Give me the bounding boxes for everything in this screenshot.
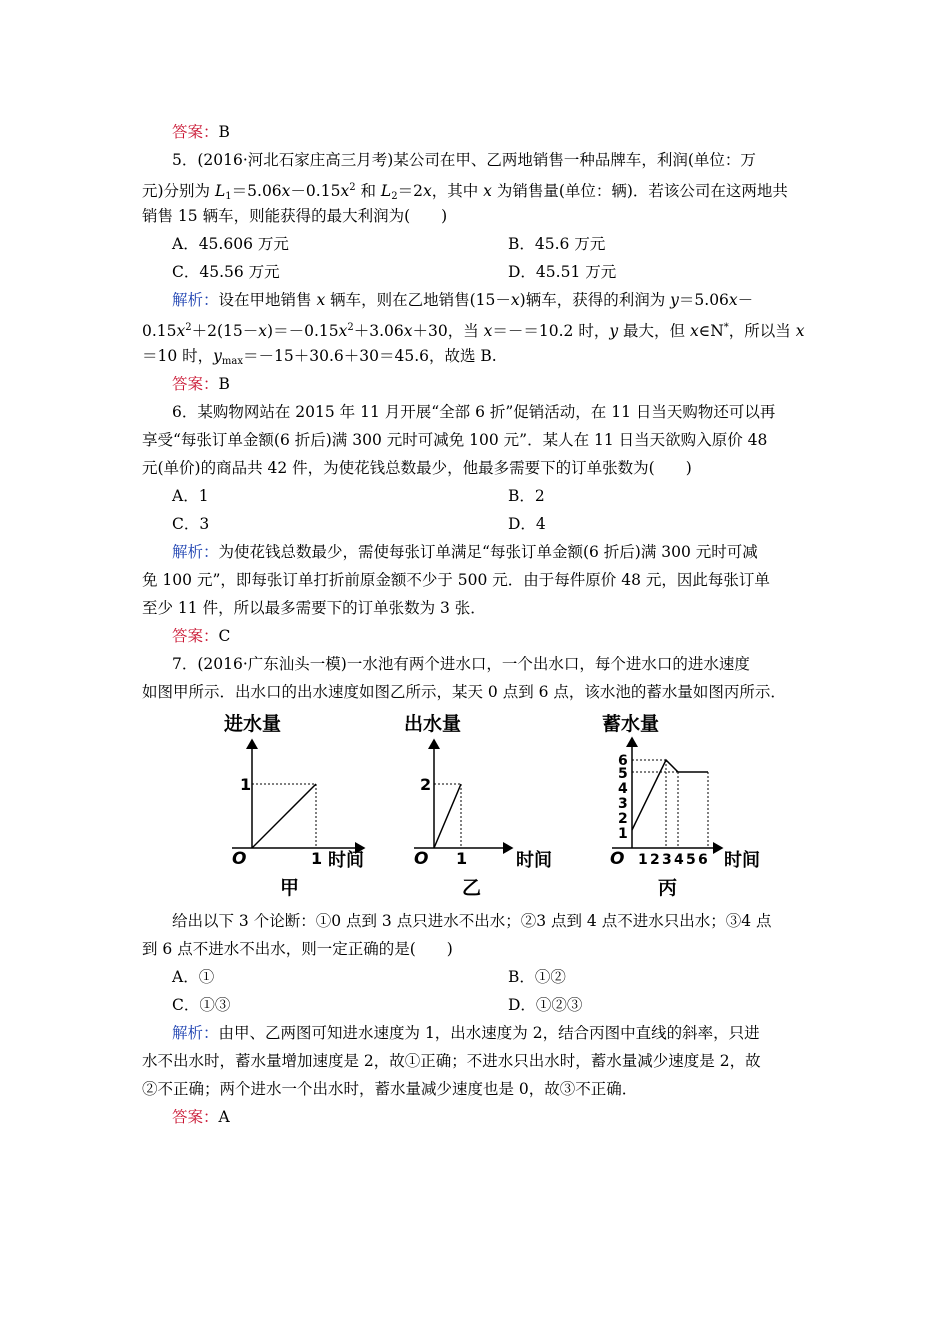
jia-ylabel: 进水量 [224,713,282,735]
solution-label: 解析： [172,291,219,309]
q5-line1: 5．(2016·河北石家庄高三月考)某公司在甲、乙两地销售一种品牌车，利润(单位：万 [172,151,756,169]
svg-text:2: 2 [650,852,660,868]
yi-ylabel: 出水量 [404,713,462,735]
jia-rate-line [252,784,316,848]
q6-solution-line3: 至少 11 件，所以最多需要下的订单张数为 3 张． [142,599,486,617]
q7-option-a: A．① [172,968,215,986]
yi-y-tick: 2 [420,775,432,794]
q5-solution-line2: $0.15x^2+2(15-x)=-0.15x^2+3.06x+30$，当 x＝－＝10.2 时，y 最大，但 x∈N*，所以当 x [142,322,805,340]
q5-answer-line: 答案：B [172,375,230,393]
q7-solution-line3: ②不正确；两个进水一个出水时，蓄水量减少速度也是 0，故③不正确． [142,1080,638,1098]
q5-line3: 销售 15 辆车，则能获得的最大利润为( ) [142,207,448,225]
q6-option-b: B．2 [508,487,545,505]
svg-text:1: 1 [618,826,628,842]
q7-line4: 到 6 点不进水不出水，则一定正确的是( ) [142,940,453,958]
q6-line1: 6．某购物网站在 2015 年 11 月开展“全部 6 折”促销活动，在 11 日当天购物还可以再 [172,403,776,421]
q6-solution-line2: 免 100 元”，即每张订单打折前原金额不少于 500 元．由于每件原价 48 元，因此每张订单 [142,571,770,589]
jia-origin: O [232,849,247,869]
yi-xlabel: 时间 [516,850,552,871]
graph-yi [402,708,567,912]
q7-option-b: B．①② [508,968,566,986]
jia-xlabel: 时间 [328,850,364,871]
q7-line3: 给出以下 3 个论断：①0 点到 3 点只进水不出水；②3 点到 4 点不进水只出水；③4 点 [172,912,772,930]
q7-answer-line: 答案：A [172,1108,230,1126]
q5-solution-line1: 解析：设在甲地销售 x 辆车，则在乙地销售(15－x)辆车，获得的利润为 y＝5.06x－ [172,291,754,309]
q6-option-c: C．3 [172,515,210,533]
q7-line2: 如图甲所示．出水口的出水速度如图乙所示，某天 0 点到 6 点，该水池的蓄水量如图丙所示． [142,683,786,701]
bing-xlabel: 时间 [724,850,760,871]
q7-line1: 7．(2016·广东汕头一模)一水池有两个进水口，一个出水口，每个进水口的进水速度 [172,655,750,673]
q5-option-b: B．45.6 万元 [508,235,606,253]
svg-text:1: 1 [638,852,648,868]
bing-name: 丙 [658,877,678,899]
bing-volume-line [632,760,708,830]
svg-text:3: 3 [618,796,628,812]
q5-option-c: C．45.56 万元 [172,263,280,281]
bing-ylabel: 蓄水量 [602,713,660,735]
jia-name: 甲 [280,877,300,899]
yi-name: 乙 [462,877,482,899]
q5-option-d: D．45.51 万元 [508,263,617,281]
q6-solution-line1: 解析：为使花钱总数最少，需使每张订单满足“每张订单金额(6 折后)满 300 元时可减 [172,543,758,561]
svg-text:4: 4 [618,781,628,797]
q6-option-a: A．1 [172,487,209,505]
svg-text:4: 4 [674,852,684,868]
q6-answer-line: 答案：C [172,627,231,645]
yi-x-tick: 1 [456,849,468,868]
jia-y-tick: 1 [240,775,252,794]
q7-solution-line1: 解析：由甲、乙两图可知进水速度为 1，出水速度为 2，结合丙图中直线的斜率，只进 [172,1024,760,1042]
svg-text:5: 5 [618,766,628,782]
graph-bing [598,708,773,912]
svg-text:5: 5 [686,852,696,868]
q7-option-d: D．①②③ [508,996,583,1014]
q6-line3: 元(单价)的商品共 42 件，为使花钱总数最少，他最多需要下的订单张数为( ) [142,459,692,477]
q7-option-c: C．①③ [172,996,231,1014]
svg-text:2: 2 [618,811,628,827]
q5-line2: 元)分别为 $L_1=5.06x-0.15x^2$ 和 $L_2=2x$，其中 x 为销售量(单位：辆)．若该公司在这两地共 [142,182,788,202]
svg-text:6: 6 [618,753,628,769]
q4-answer: B [218,123,230,141]
yi-rate-line [434,784,461,848]
q4-answer-line [172,121,230,143]
bing-origin: O [610,849,625,869]
q7-solution-line2: 水不出水时，蓄水量增加速度是 2，故①正确；不进水只出水时，蓄水量减少速度是 2，故 [142,1052,761,1070]
svg-text:3: 3 [662,852,672,868]
q5-option-a: A．45.606 万元 [172,235,289,253]
q6-option-d: D．4 [508,515,546,533]
graph-jia [222,708,372,912]
answer-label: 答案： [172,123,219,141]
jia-x-tick: 1 [311,849,323,868]
svg-text:6: 6 [698,852,708,868]
q5-solution-line3: ＝10 时，$y_{max}=-15+30.6+30=45.6$，故选 B. [142,347,497,367]
q6-line2: 享受“每张订单金额(6 折后)满 300 元时可减免 100 元”．某人在 11 日当天欲购入原价 48 [142,431,768,449]
yi-origin: O [414,849,429,869]
